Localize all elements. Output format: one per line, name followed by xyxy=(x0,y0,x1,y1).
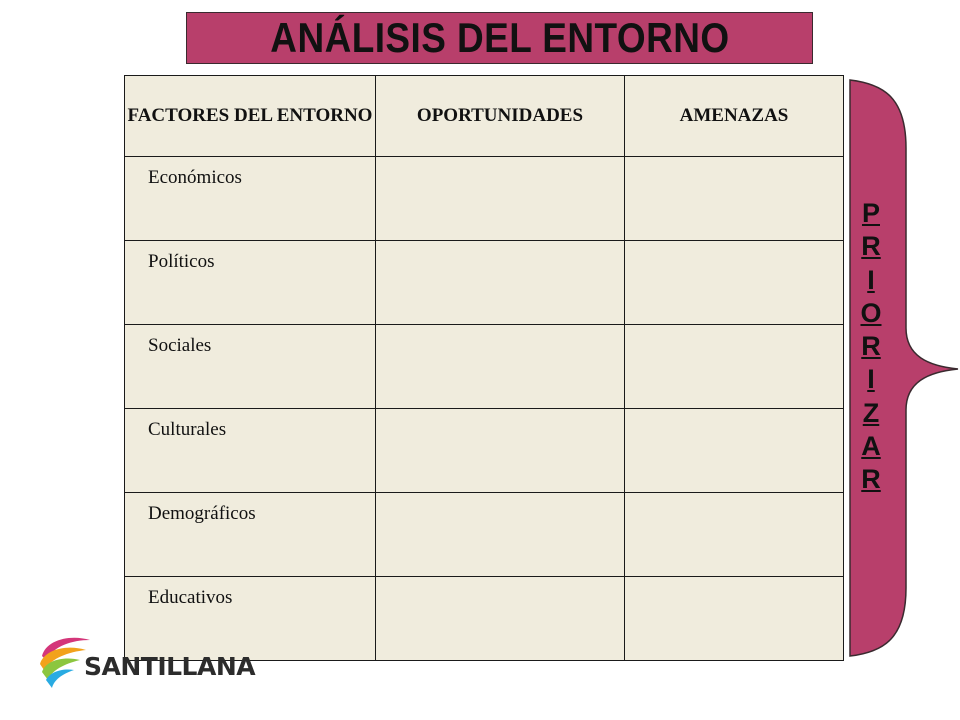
priorizar-letter: I xyxy=(867,264,875,295)
table-row xyxy=(125,325,844,409)
table-row xyxy=(125,157,844,241)
header-oportunidades: OPORTUNIDADES xyxy=(376,76,625,157)
priorizar-letter: R xyxy=(861,331,881,362)
amenazas-cell xyxy=(625,325,844,409)
amenazas-cell xyxy=(625,493,844,577)
factor-label: Demográficos xyxy=(125,493,376,577)
factor-label: Económicos xyxy=(125,157,376,241)
priorizar-vertical-label xyxy=(848,197,894,497)
oportunidades-cell xyxy=(376,241,625,325)
priorizar-letter: O xyxy=(860,297,882,328)
header-amenazas: AMENAZAS xyxy=(625,76,844,157)
priorizar-letter: R xyxy=(861,231,881,262)
oportunidades-cell xyxy=(376,493,625,577)
table-row xyxy=(125,241,844,325)
oportunidades-cell xyxy=(376,409,625,493)
amenazas-cell xyxy=(625,577,844,661)
amenazas-cell xyxy=(625,409,844,493)
factor-label: Educativos xyxy=(125,577,376,661)
priorizar-letter: Z xyxy=(862,397,880,428)
environment-analysis-table xyxy=(124,75,844,661)
oportunidades-cell xyxy=(376,325,625,409)
page-title: ANÁLISIS DEL ENTORNO xyxy=(269,14,730,61)
table-header-row xyxy=(125,76,844,157)
oportunidades-cell xyxy=(376,577,625,661)
priorizar-letter: R xyxy=(861,464,881,495)
table-row xyxy=(125,493,844,577)
factor-label: Sociales xyxy=(125,325,376,409)
santillana-logo-text: SANTILLANA xyxy=(84,652,256,681)
factor-label: Culturales xyxy=(125,409,376,493)
header-factores: FACTORES DEL ENTORNO xyxy=(125,76,376,157)
amenazas-cell xyxy=(625,157,844,241)
title-banner xyxy=(186,12,813,64)
santillana-logo xyxy=(36,630,256,690)
table-row xyxy=(125,409,844,493)
factor-label: Políticos xyxy=(125,241,376,325)
priorizar-letter: P xyxy=(861,198,880,228)
priorizar-letter: I xyxy=(867,364,875,395)
amenazas-cell xyxy=(625,241,844,325)
priorizar-letter: A xyxy=(861,431,881,462)
oportunidades-cell xyxy=(376,157,625,241)
